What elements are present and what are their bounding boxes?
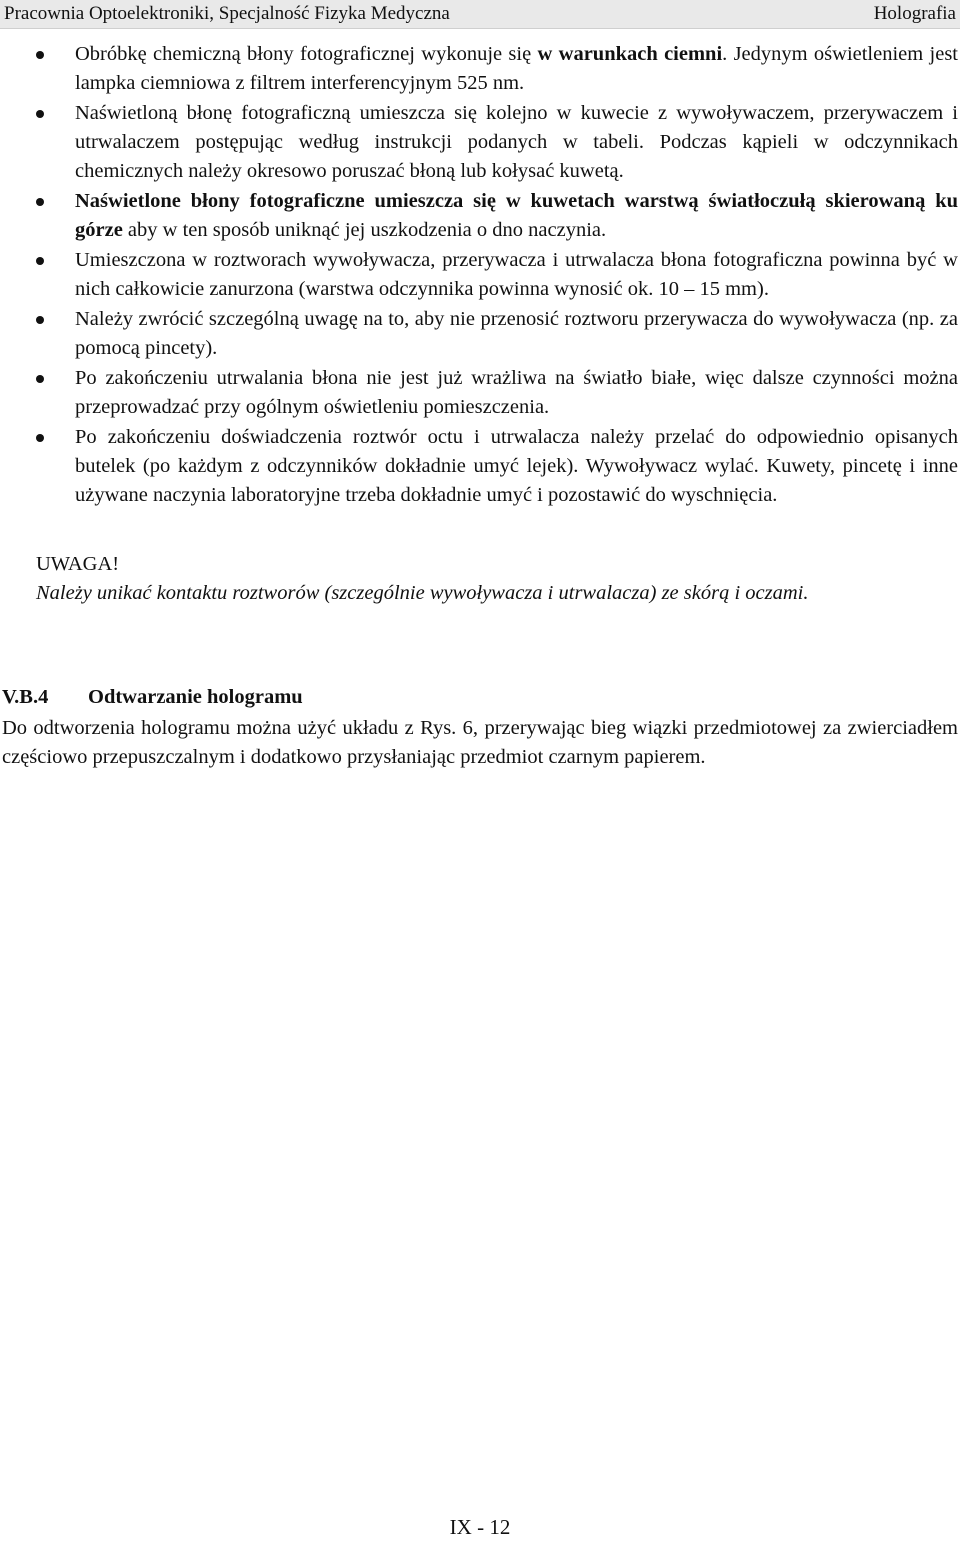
bullet-icon [36,434,44,442]
bullet-icon [36,198,44,206]
section-paragraph: Do odtworzenia hologramu można użyć układu z Rys. 6, przerywając bieg wiązki przedmiotowej za zwierciadłem częściowo przepuszczalnym i dodatkowo przysłaniając przedmiot czarnym papierem. [2,717,958,768]
list-item-text-end: . Jedynym oświetleniem jest lampka ciemniowa z filtrem interferencyjnym 525 nm. [75,43,958,94]
bullet-icon [36,110,44,118]
list-item-emphasis: Naświetlone błony fotograficzne umieszcza się w kuwetach warstwą światłoczułą skierowaną ku górze [75,190,958,241]
section-title: Odtwarzanie hologramu [88,686,303,708]
list-item [0,99,960,186]
bullet-icon [36,257,44,265]
bullet-icon [36,375,44,383]
list-item [0,305,960,363]
list-item-text: Po zakończeniu utrwalania błona nie jest już wrażliwa na światło białe, więc dalsze czynności można przeprowadzać przy ogólnym oświetleniu pomieszczenia. [75,367,958,418]
list-item [0,364,960,422]
list-item [0,40,960,98]
list-item-emphasis: w warunkach ciemni [537,43,723,65]
list-item-text-end: aby w ten sposób uniknąć jej uszkodzenia o dno naczynia. [122,219,607,241]
warning-text: Należy unikać kontaktu roztworów (szczególnie wywoływacza i utrwalacza) ze skórą i oczami. [36,582,809,604]
header-topic: Holografia [873,3,956,24]
warning-title: UWAGA! [36,553,120,575]
bullet-icon [36,51,44,59]
page-header [0,0,960,29]
header-course-title: Pracownia Optoelektroniki, Specjalność Fizyka Medyczna [4,3,450,24]
list-item [0,187,960,245]
list-item [0,246,960,304]
list-item-text: Należy zwrócić szczególną uwagę na to, aby nie przenosić roztworu przerywacza do wywoływacza (np. za pomocą pincety). [75,308,958,359]
section-number: V.B.4 [2,686,49,708]
page-content [0,40,960,772]
warning-block [36,550,960,608]
list-item-text: Obróbkę chemiczną błony fotograficznej wykonuje się [75,43,538,65]
list-item-text: Po zakończeniu doświadczenia roztwór octu i utrwalacza należy przelać do odpowiednio opisanych butelek (po każdym z odczynników dokładnie umyć lejek). Wywoływacz wylać. Kuwety, pincetę i inne używane naczynia laboratoryjne trzeba dokładnie umyć i pozostawić do wyschnięcia. [75,426,958,506]
page-number: IX - 12 [449,1515,511,1539]
instruction-list [0,40,960,510]
list-item [0,423,960,510]
list-item-text: Naświetloną błonę fotograficzną umieszcza się kolejno w kuwecie z wywoływaczem, przerywaczem i utrwalaczem postępując według instrukcji podanych w tabeli. Podczas kąpieli w odczynnikach chemicznych należy okresowo poruszać błoną lub kołysać kuwetą. [75,102,958,182]
section-block [0,680,960,772]
list-item-text: Umieszczona w roztworach wywoływacza, przerywacza i utrwalacza błona fotograficzna powinna być w nich całkowicie zanurzona (warstwa odczynnika powinna wynosić ok. 10 – 15 mm). [75,249,958,300]
section-heading [0,680,960,714]
bullet-icon [36,316,44,324]
